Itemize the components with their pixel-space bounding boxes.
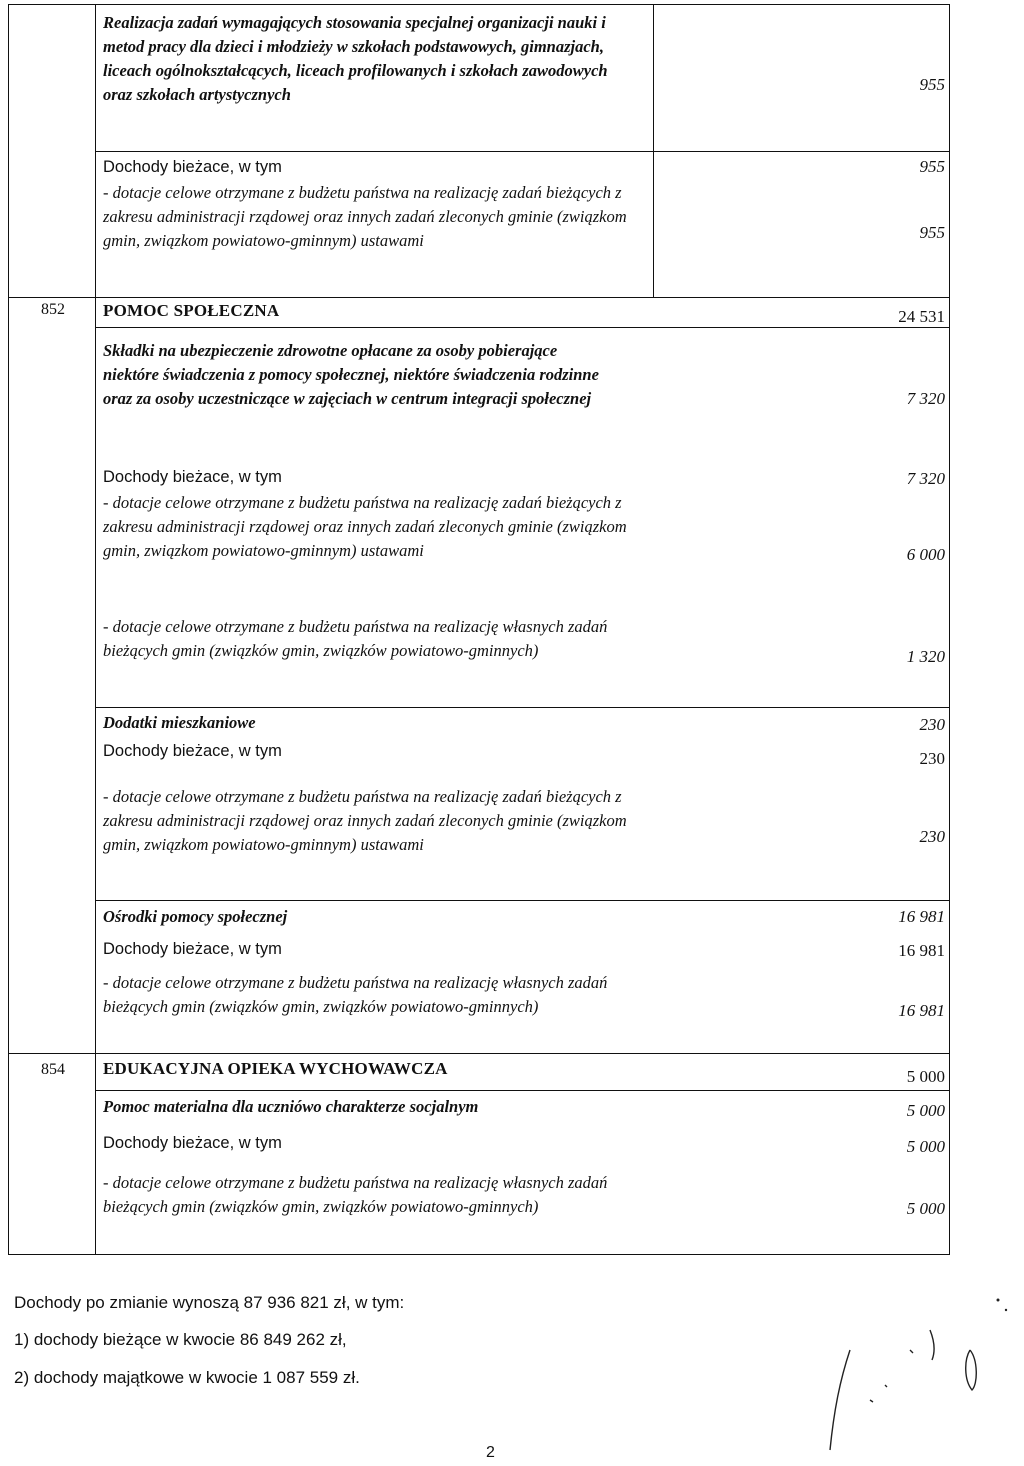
row-description: - dotacje celowe otrzymane z budżetu państwa na realizację własnych zadań bieżących gmin (związków gmin, związków powiatowo-gminnych) xyxy=(103,617,608,660)
row-description: - dotacje celowe otrzymane z budżetu państwa na realizację zadań bieżących z zakresu administracji rządowej oraz innych zadań zleconych gminie (związkom gmin, związkom powiatowo-gminnym) ustawami xyxy=(103,493,627,560)
row-description: Dochody bieżace, w tym xyxy=(103,158,282,176)
footer-capital-income: 2) dochody majątkowe w kwocie 1 087 559 zł. xyxy=(14,1368,360,1387)
row-value: 5 000 xyxy=(906,1101,945,1120)
row-description: Składki na ubezpieczenie zdrowotne opłacane za osoby pobierające niektóre świadczenia z pomocy społecznej, niektóre świadczenia rodzinne oraz za osoby uczestniczące w zajęciach w centrum integracji społecznej xyxy=(103,341,599,408)
row-value: 955 xyxy=(919,157,945,176)
row-value: 16 981 xyxy=(898,1001,945,1020)
row-description: Dochody bieżace, w tym xyxy=(103,940,282,958)
row-value: 6 000 xyxy=(906,545,945,564)
section-title: EDUKACYJNA OPIEKA WYCHOWAWCZA xyxy=(103,1059,448,1078)
row-description: Dochody bieżace, w tym xyxy=(103,1134,282,1152)
row-description: Ośrodki pomocy społecznej xyxy=(103,907,288,926)
row-divider xyxy=(95,1090,949,1091)
row-description: Dochody bieżace, w tym xyxy=(103,742,282,760)
page-number: 2 xyxy=(486,1444,495,1461)
section-title: POMOC SPOŁECZNA xyxy=(103,301,280,320)
row-value: 24 531 xyxy=(898,307,945,326)
row-value: 955 xyxy=(919,75,945,94)
income-table xyxy=(8,4,950,1255)
row-description: Dochody bieżace, w tym xyxy=(103,468,282,486)
row-value: 230 xyxy=(919,749,945,768)
row-value: 1 320 xyxy=(906,647,945,666)
row-description: - dotacje celowe otrzymane z budżetu państwa na realizację zadań bieżących z zakresu administracji rządowej oraz innych zadań zleconych gminie (związkom gmin, związkom powiatowo-gminnym) ustawami xyxy=(103,183,627,250)
row-divider xyxy=(95,707,949,708)
row-value: 5 000 xyxy=(906,1199,945,1218)
row-value: 5 000 xyxy=(906,1067,945,1086)
row-value: 230 xyxy=(919,715,945,734)
row-divider xyxy=(95,327,949,328)
section-code: 852 xyxy=(41,301,65,318)
row-description: - dotacje celowe otrzymane z budżetu państwa na realizację własnych zadań bieżących gmin (związków gmin, związków powiatowo-gminnych) xyxy=(103,973,608,1016)
row-description: - dotacje celowe otrzymane z budżetu państwa na realizację zadań bieżących z zakresu administracji rządowej oraz innych zadań zleconych gminie (związkom gmin, związkom powiatowo-gminnym) ustawami xyxy=(103,787,627,854)
handwritten-signature xyxy=(810,1290,1020,1460)
row-divider xyxy=(9,297,949,298)
row-divider xyxy=(95,900,949,901)
row-divider xyxy=(9,1053,949,1054)
row-description: Realizacja zadań wymagających stosowania specjalnej organizacji nauki i metod pracy dla dzieci i młodzieży w szkołach podstawowych, gimnazjach, liceach ogólnokształcących, liceach profilowanych i szkołach zawodowych oraz szkołach artystycznych xyxy=(103,13,608,104)
row-description: - dotacje celowe otrzymane z budżetu państwa na realizację własnych zadań bieżących gmin (związków gmin, związków powiatowo-gminnych) xyxy=(103,1173,608,1216)
row-value: 955 xyxy=(919,223,945,242)
row-value: 230 xyxy=(919,827,945,846)
footer-current-income: 1) dochody bieżące w kwocie 86 849 262 zł, xyxy=(14,1330,347,1349)
row-value: 16 981 xyxy=(898,941,945,960)
row-value: 5 000 xyxy=(906,1137,945,1156)
section-code: 854 xyxy=(41,1061,65,1078)
row-value: 7 320 xyxy=(906,389,945,408)
row-value: 7 320 xyxy=(906,469,945,488)
row-divider xyxy=(95,151,949,152)
row-value: 16 981 xyxy=(898,907,945,926)
row-description: Pomoc materialna dla uczniówo charakterze socjalnym xyxy=(103,1097,479,1116)
row-description: Dodatki mieszkaniowe xyxy=(103,713,256,732)
footer-total-income: Dochody po zmianie wynoszą 87 936 821 zł, w tym: xyxy=(14,1293,405,1312)
